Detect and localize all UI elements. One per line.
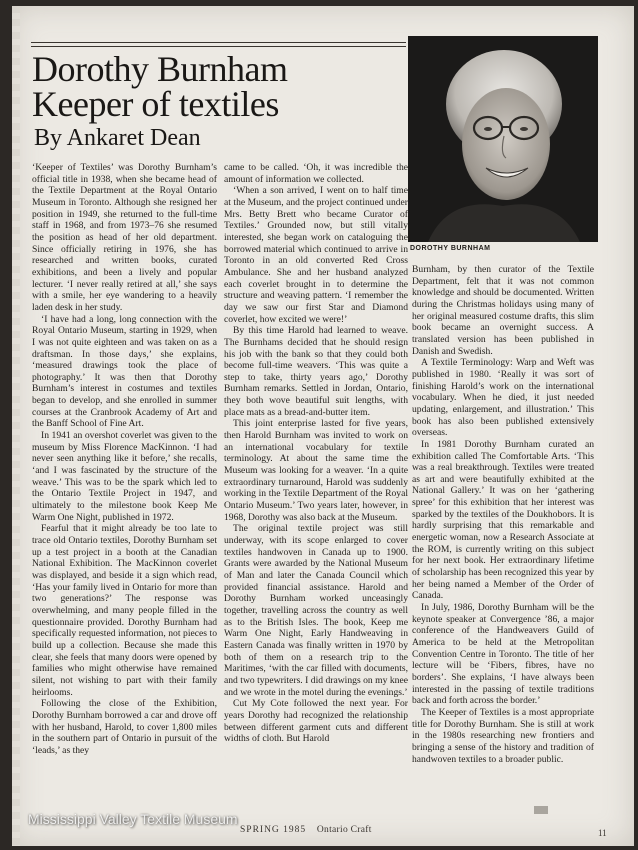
header-rule-secondary	[31, 46, 406, 47]
article-title	[32, 49, 412, 124]
paragraph: A Textile Terminology: Warp and Weft was published in 1980. ‘Really it was sort of finishing Harold’s work on the international vocabulary. When he died, it just needed updating, enlargement, and illustration.’ This book has also been published extensively overseas.	[412, 357, 594, 439]
paragraph: By this time Harold had learned to weave. The Burnhams decided that he should resign his job with the bank so that they could both become full-time weavers. ‘This was quite a step to take, thirty years ago,’ Dorothy Burnham remarks. Settled in Jordan, Ontario, they both wove beautiful suit lengths, with place mats as a bread-and-butter item.	[224, 325, 408, 418]
page-footer	[240, 825, 372, 835]
paragraph: Following the close of the Exhibition, Dorothy Burnham borrowed a car and drove off with her husband, Harold, to cover 1,800 miles in the southern part of Ontario in pursuit of the ‘leads,’ as they	[32, 698, 217, 756]
page-number: 11	[598, 828, 607, 838]
paragraph: In 1981 Dorothy Burnham curated an exhibition called The Comfortable Arts. ‘This was a real breakthrough. Textiles were treated as art and were beautifully exhibited at the National Gallery.’ It was on her ‘gathering spree’ for this exhibition that her interest was sparked by the textiles of the Doukhobors. It is hardly surprising that this remarkable and energetic woman, now a Research Associate at the ROM, is currently writing on this subject for her next book. Her extraordinary lifetime of scholarship has been recognized this year by her being named a Member of the Order of Canada.	[412, 438, 594, 602]
title-line-2: Keeper of textiles	[32, 84, 279, 124]
article-column-3	[412, 264, 594, 839]
magazine-page	[12, 6, 634, 846]
paragraph: This joint enterprise lasted for five years, then Harold Burnham was invited to work on an international vocabulary for textile terminology. At about the same time the Museum was looking for a weaver. ‘In a quite extraordinary turnaround, Harold was suddenly working in the Textile Department of the Royal Ontario Museum.’ Two years later, however, in 1968, Dorothy was also back at the Museum.	[224, 418, 408, 523]
article-column-2	[224, 162, 408, 839]
paragraph: In 1941 an overshot coverlet was given to the museum by Miss Florence MacKinnon. ‘I had never seen anything like it before,’ she recalls, ‘and I was fascinated by the structure of the weave.’ This was to be the spark which led to the Ontario Textile Project in 1947, and ultimately to the milestone book Keep Me Warm One Night, published in 1972.	[32, 430, 217, 523]
article-column-1	[32, 162, 217, 839]
paragraph: Cut My Cote followed the next year. For years Dorothy had recognized the relationship between different garment cuts and different widths of cloth. But Harold	[224, 698, 408, 745]
title-line-1: Dorothy Burnham	[32, 49, 288, 89]
paragraph: ‘I have had a long, long connection with the Royal Ontario Museum, starting in 1929, when I was not quite eighteen and was taken on as a draftsman. In those days,’ she explains, ‘measured drawings took the place of photography.’ It was then that Dorothy Burnham’s interest in costumes and textiles began to develop, and she enrolled in summer courses at the Cranbrook Academy of Art and the Banff School of Fine Art.	[32, 313, 217, 430]
paragraph: The Keeper of Textiles is a most appropriate title for Dorothy Burnham. She is still at work in the 1980s researching new frontiers and bringing a sense of the history and tradition of handwoven textiles to a broader public.	[412, 706, 594, 765]
paragraph: In July, 1986, Dorothy Burnham will be the keynote speaker at Convergence ’86, a major conference of the Handweavers Guild of America to be held at the Metropolitan Convention Centre in Toronto. The title of her lecture will be ‘Fibers, fibres, have no borders’. She explains, ‘I have always been interested in the passing of textile traditions back and forth across the border.’	[412, 602, 594, 707]
footer-publication: Ontario Craft	[316, 825, 372, 835]
paragraph: Burnham, by then curator of the Textile Department, felt that it was not common knowledge and should be documented. Written during the Christmas holidays using many of her original measured costume drafts, this slim book became an overnight success. A translated version has been published in Danish and Swedish.	[412, 264, 594, 357]
museum-watermark: Mississippi Valley Textile Museum	[28, 811, 238, 827]
portrait-illustration	[408, 36, 598, 242]
paragraph: The original textile project was still underway, with its scope enlarged to cover textiles handwoven in Canada up to 1900. Grants were awarded by the National Museum of Man and later the Canada Council which provided financial assistance. Harold and Dorothy Burnham worked unceasingly together, travelling across the country as well as to the British Isles. The book, Keep me Warm One Night, Early Handweaving in Eastern Canada was finally written in 1970 by both of them on a research trip to the Maritimes, ‘with the car filled with documents, and two typewriters. I did drawings on my knee and we wrote in the motel during the evenings.’	[224, 523, 408, 698]
portrait-photo	[408, 36, 598, 242]
footer-season: SPRING 1985	[240, 825, 307, 835]
paragraph: ‘When a son arrived, I went on to half time at the Museum, and the project continued under Mrs. Betty Brett who became Curator of Textiles.’ Grounded now, but still vitally interested, she began work on cataloguing the borrowed material which continued to arrive in Toronto in an old converted Red Cross Ambulance. She and her husband analyzed each coverlet brought in to determine the structure and weaving pattern. ‘I remember the day we saw our first Star and Diamond coverlet, how excited we were!’	[224, 185, 408, 325]
end-mark	[534, 806, 548, 814]
article-byline: By Ankaret Dean	[34, 125, 201, 151]
photo-caption: DOROTHY BURNHAM	[410, 245, 491, 252]
torn-page-edge	[12, 6, 20, 846]
paragraph: Fearful that it might already be too late to trace old Ontario textiles, Dorothy Burnham set up a test project in a booth at the Canadian National Exhibition. The MacKinnon coverlet was displayed, and beside it a sign which read, ‘Has your family lived in Ontario for more than two generations?’ The response was overwhelming, and many people filled in the questionnaire provided. Dorothy Burnham had specifically requested information, not pieces to build up a collection. Because she made this clear, she feels that many doors were opened by families who might otherwise have remained silent, not wishing to part with their family heirlooms.	[32, 523, 217, 698]
header-rule	[31, 42, 406, 43]
paragraph: came to be called. ‘Oh, it was incredible the amount of information we collected.	[224, 162, 408, 185]
paragraph: ‘Keeper of Textiles’ was Dorothy Burnham’s official title in 1938, when she became head of the Textile Department at the Royal Ontario Museum in Toronto. Although she resigned her position in 1949, she returned to the full-time staff in 1968, and from 1973–76 she resumed the position as head of her old department. Since officially retiring in 1976, she has researched and written books, curated exhibitions, and been a lively and popular lecturer. ‘I never really retired at all,’ she says with a smile, her eye wandering to a heavily laden desk in her study.	[32, 162, 217, 313]
